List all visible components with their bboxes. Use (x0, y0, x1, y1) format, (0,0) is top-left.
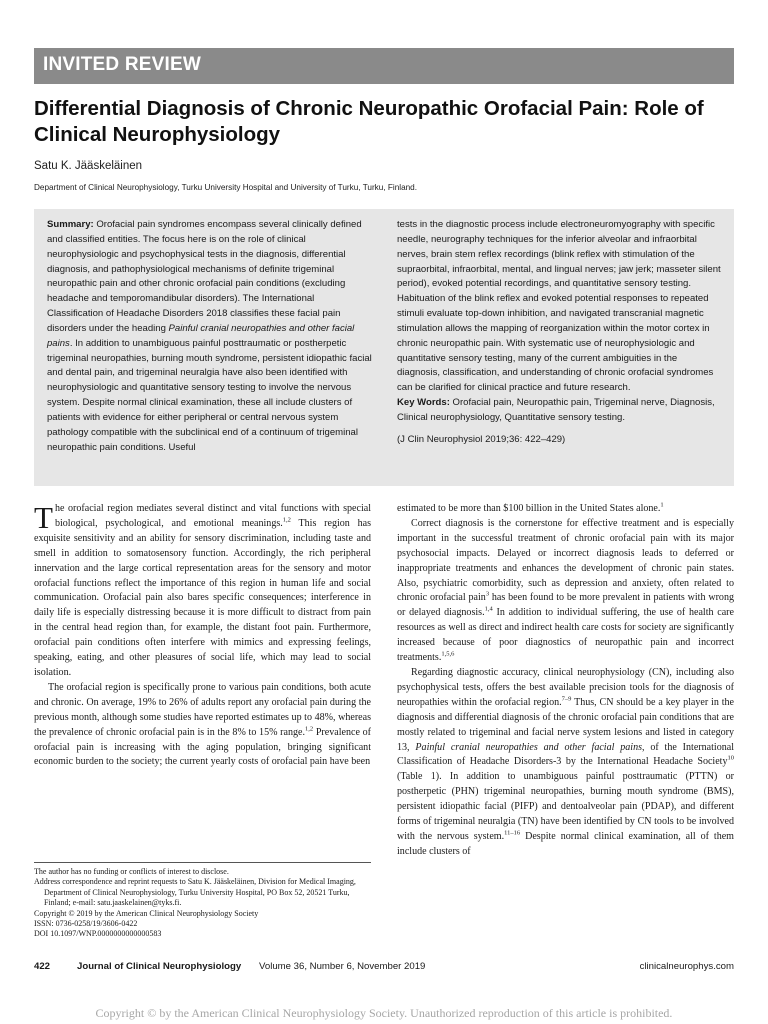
body-paragraph: Correct diagnosis is the cornerstone for effective treatment and is especially important in the successful treatment of chronic orofacial pain with its major psychosocial impacts. Delayed or incorrect diagnosis leads to deferred or inappropriate treatments and enhances the development of chronic pain states. Also, psychiatric comorbidity, such as depression and anxiety, often related to chronic orofacial pain$^3$ has been found to be more prevalent in patients with wrong or delayed diagnosis.$^{1,4}$ In addition to individual suffering, the use of health care resources as well as direct and indirect health care costs for society are significantly increased because of poor diagnostics of neuropathic pain and incorrect treatments.$^{1,5,6}$ (397, 517, 734, 664)
citation-ref: 1,4 (484, 606, 493, 613)
citation-ref: 1,2 (282, 516, 291, 524)
category-italic: Painful cranial neuropathies and other facial pains (415, 741, 643, 753)
citation-ref: 1,5,6 (441, 650, 455, 658)
funding-note: The author has no funding or conflicts of interest to disclose. (34, 867, 229, 876)
author-affiliation: Department of Clinical Neurophysiology, Turku University Hospital and University of Turku, Turku, Finland. (34, 183, 417, 192)
issn-note: ISSN: 0736-0258/19/3606-0422 (34, 919, 138, 929)
citation-ref: 10 (727, 755, 734, 763)
abstract-citation: (J Clin Neurophysiol 2019;36: 422–429) (397, 433, 566, 445)
abstract-summary: Summary: Orofacial pain syndromes encompass several clinically defined and classified entities. The focus here is on the role of clinical neurophysiologic and psychophysical tests in the diagnosis, differential diagnosis, and pathophysiological mechanisms of definite trigeminal neuropathic pain and other chronic orofacial pain conditions (excluding headache and temporomandibular disorders). The International Classification of Headache Disorders 2018 classifies these facial pain disorders under the heading Painful cranial neuropathies and other facial pains. In addition to unambiguous painful posttraumatic or postherpetic trigeminal neuropathies, burning mouth syndrome, persistent idiopathic facial and dental pain, and trigeminal neuralgia have also been identified with neurophysiologic and quantitative sensory testing to involve the nervous system. Despite normal clinical examination, these all include clusters of patients with evidence for either peripheral or central nervous system pathology compatible with the subclinical end of a continuum of trigeminal neuropathic pain conditions. Useful (47, 219, 372, 453)
page-number: 422 (34, 961, 51, 972)
body-left-column (34, 502, 371, 770)
body-paragraph: The orofacial region mediates several distinct and vital functions with special biological, psychological, and emotional meanings.$^{1,2}$ This region has exquisite sensitivity and an ability for sensory discrimination, including taste and smell in addition to somatosensory function. Accordingly, the rich peripheral innervation and the large cortical representation areas for the sensory and motor orofacial functions reflect the importance of this region in human life and social communication. Orofacial pain also bares specific consequences; interference in daily life is especially distressing because it is more difficult to distract from pain in the central head region than, for example, the distant foot pain. Furthermore, orofacial pain conditions often interfere with mimics and expressing feelings, speaking, eating, and other pleasures of social life, which may lead to social isolation. (34, 500, 371, 678)
footnote-divider (34, 862, 371, 863)
section-banner (34, 48, 734, 84)
citation-ref: 7–9 (561, 695, 572, 703)
body-paragraph: The orofacial region is specifically prone to various pain conditions, both acute and chronic. On average, 19% to 26% of adults report any orofacial pain during the previous month, although some studies have reported estimates up to 48%, whereas the prevalence of chronic orofacial pain is in the 8% to 15% range.$^{1,2}$ Prevalence of orofacial pain is increasing with the aging population, bringing significant economic burden to the society; the current yearly costs of orofacial pain have been (34, 681, 371, 768)
abstract-summary-continued: tests in the diagnostic process include electroneuromyography with specific needle, neurography techniques for the inferior alveolar and infraorbital nerves, brain stem reflex recordings (blink reflex with stimulation of the supraorbital, infraorbital, mental, and lingual nerves; jaw jerk; masseter silent period), evoked potential recordings, and quantitative sensory testing. Habituation of the blink reflex and evoked potential responses to repeated stimuli evaluate top-down inhibition, and navigated transcranial magnetic stimulation allows the mapping of reorganization within the motor cortex in chronic neuropathic pain. With systematic use of neurophysiologic and quantitative sensory testing, many of the current ambiguities in the diagnosis, classification, and understanding of chronic orofacial syndromes can be clarified for clinical practice and future research. (397, 219, 721, 394)
doi-note: DOI 10.1097/WNP.0000000000000583 (34, 929, 162, 939)
summary-label: Summary: (47, 219, 94, 230)
body-paragraph: estimated to be more than $100 billion in the United States alone.$^1$ (397, 501, 664, 514)
abstract-right-column (397, 218, 722, 448)
footnotes (34, 867, 371, 940)
body-right-column (397, 502, 734, 860)
citation-ref: 3 (485, 591, 490, 599)
drop-cap: T (34, 500, 53, 535)
correspondence-note: Address correspondence and reprint requests to Satu K. Jääskeläinen, Division for Medical Imaging, Department of Clinical Neurophysiology, Turku University Hospital, PO Box 52, 20521 Turku, Finland; e-mail: satu.jaaskelainen@tyks.fi. (34, 877, 356, 908)
author-name: Satu K. Jääskeläinen (34, 160, 143, 172)
article-title: Differential Diagnosis of Chronic Neuropathic Orofacial Pain: Role of Clinical Neurophysiology (34, 97, 704, 146)
copyright-note: Copyright © 2019 by the American Clinical Neurophysiology Society (34, 908, 259, 918)
volume-info: Volume 36, Number 6, November 2019 (259, 961, 426, 972)
section-label: INVITED REVIEW (43, 54, 201, 75)
citation-ref: 11–16 (504, 829, 521, 837)
journal-website: clinicalneurophys.com (639, 961, 734, 972)
abstract-left-column (47, 218, 372, 456)
abstract-box (34, 209, 734, 486)
summary-italic-heading: Painful cranial neuropathies and other facial pains (47, 322, 355, 349)
keywords-label: Key Words: (397, 397, 450, 409)
journal-name: Journal of Clinical Neurophysiology (77, 961, 242, 972)
abstract-keywords: Key Words: Orofacial pain, Neuropathic pain, Trigeminal nerve, Diagnosis, Clinical neurophysiology, Quantitative sensory testing. (397, 397, 715, 423)
body-paragraph: Regarding diagnostic accuracy, clinical neurophysiology (CN), including also psychophysical tests, offers the best available precision tools for the diagnosis of neuropathies within the orofacial region.$^{7-9}$ Thus, CN should be a key player in the diagnosis and differential diagnosis of the chronic orofacial pain conditions that are mostly related to trigeminal and facial nerve system lesions and listed in category 13, Painful cranial neuropathies and other facial pains, of the International Classification of Headache Disorders-3 by the International Headache Society$^{10}$ (Table 1). In addition to unambiguous painful posttraumatic (PTTN) or postherpetic (PHN) trigeminal neuropathies, burning mouth syndrome (BMS), persistent idiopathic facial (PIFP) and dentoalveolar pain (PDAP), and different forms of trigeminal neuralgia (TN) have been identified by CN tools to be involved with the nervous system.$^{11-16}$ Despite normal clinical examination, all of them include clusters of (397, 666, 735, 857)
citation-ref: 1 (660, 501, 664, 509)
copyright-watermark: Copyright © by the American Clinical Neurophysiology Society. Unauthorized reproduction of this article is prohibited. (95, 1006, 673, 1020)
citation-ref: 1,2 (305, 725, 314, 733)
